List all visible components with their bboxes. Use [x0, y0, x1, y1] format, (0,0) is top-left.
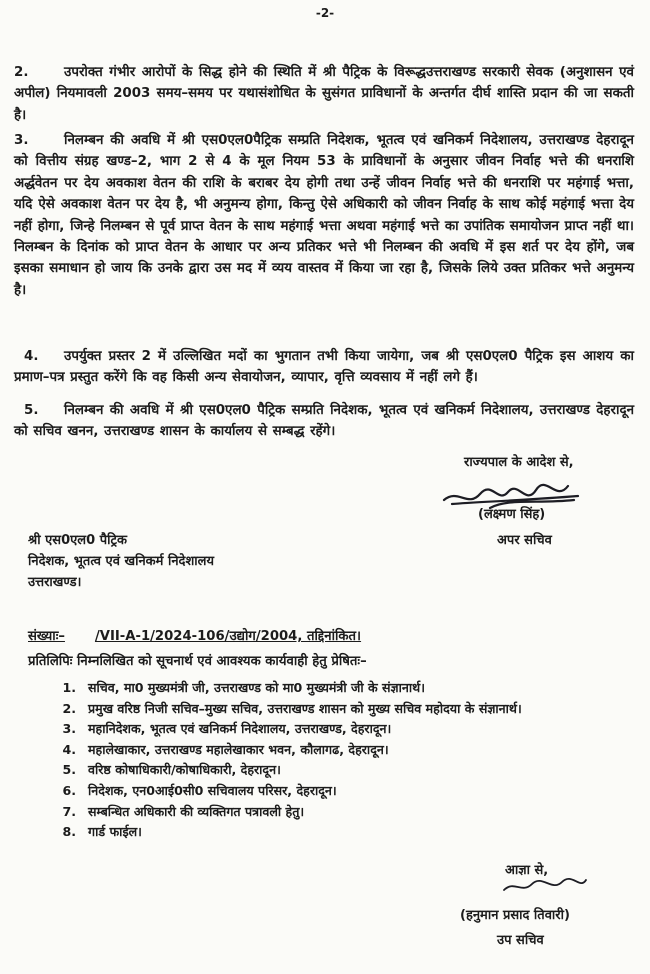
- reference-number: [28, 626, 361, 644]
- paragraph-number: 2.: [14, 65, 29, 80]
- paragraph-text: निलम्बन की अवधि में श्री एस0एल0 पैट्रिक सम्प्रति निदेशक, भूतत्व एवं खनिकर्म निदेशालय, उत्तराखण्ड देहरादून को सचिव खनन, उत्तराखण्ड शासन के कार्यालय से सम्बद्ध रहेंगे।: [14, 403, 634, 440]
- paragraph-number: 4.: [24, 349, 39, 364]
- addressee-line: निदेशक, भूतत्व एवं खनिकर्म निदेशालय: [28, 554, 215, 569]
- signatory-name: (लक्ष्मण सिंह): [478, 507, 546, 522]
- paragraph-text: उपर्युक्त प्रस्तर 2 में उल्लिखित मदों का भुगतान तभी किया जायेगा, जब श्री एस0एल0 पैट्रिक इस आशय का प्रमाण–पत्र प्रस्तुत करेंगे कि वह किसी अन्य सेवायोजन, व्यापार, वृत्ति व्यवसाय में नहीं लगे हैं।: [14, 349, 634, 386]
- copy-to-heading: प्रतिलिपिः निम्नलिखित को सूचनार्थ एवं आवश्यक कार्यवाही हेतु प्रेषितः–: [28, 654, 367, 669]
- signatory-designation: अपर सचिव: [497, 533, 552, 548]
- list-item: 6. निदेशक, एन0आई0सी0 सचिवालय परिसर, देहरादून।: [62, 782, 337, 798]
- paragraph-text: उपरोक्त गंभीर आरोपों के सिद्ध होने की स्थिति में श्री पैट्रिक के विरूद्धउत्तराखण्ड सरकारी सेवक (अनुशासन एवं अपील) नियमावली 2003 समय–समय पर यथासंशोधित के सुसंगत प्राविधानों के अन्तर्गत दीर्घ शास्ति प्रदान की जा सकती है।: [14, 65, 634, 123]
- list-item: 7. सम्बन्धित अधिकारी की व्यक्तिगत पत्रावली हेतु।: [62, 803, 305, 819]
- paragraph-2: [14, 62, 634, 126]
- page-number: -2-: [315, 6, 335, 20]
- handwritten-signature: [500, 876, 590, 896]
- list-item: 8. गार्ड फाईल।: [62, 824, 142, 840]
- copy-to-list: [28, 678, 522, 843]
- paragraph-text: निलम्बन की अवधि में श्री एस0एल0पैट्रिक सम्प्रति निदेशक, भूतत्व एवं खनिकर्म निदेशालय, उत्तराखण्ड देहरादून को वित्तीय संग्रह खण्ड–2, भाग 2 से 4 के मूल नियम 53 के प्राविधानों के अनुसार जीवन निर्वाह भत्ते की धनराशि अर्द्धवेतन पर देय अवकाश वेतन की राशि के बराबर देय होगी तथा उन्हें जीवन निर्वाह भत्ते की धनराशि पर महंगाई भत्ता, यदि ऐसे अवकाश वेतन पर देय है, भी अनुमन्य होगा, किन्तु ऐसे अधिकारी को जीवन निर्वाह के साथ कोई महंगाई भत्ता देय नहीं होगा, जिन्हे निलम्बन से पूर्व प्राप्त वेतन के साथ महंगाई भत्ता अथवा महंगाई भत्ते का उपांतिक समायोजन प्राप्त नहीं था। निलम्बन के दिनांक को प्राप्त वेतन के आधार पर अन्य प्रतिकर भत्ते भी निलम्बन की अवधि में इस शर्त पर देय होंगे, जब इसका समाधान हो जाय कि उनके द्वारा उस मद में व्यय वास्तव में किया जा रहा है, जिसके लिये उक्त प्रतिकर भत्ते अनुमन्य है।: [14, 133, 634, 298]
- paragraph-number: 5.: [24, 403, 39, 418]
- paragraph-4: [14, 346, 634, 389]
- paragraph-number: 3.: [14, 133, 29, 148]
- addressee-block: [28, 530, 214, 593]
- list-item: 2. प्रमुख वरिष्ठ निजी सचिव–मुख्य सचिव, उत्तराखण्ड शासन को मुख्य सचिव महोदया के संज्ञानार्थ।: [62, 700, 522, 716]
- list-item: 3. महानिदेशक, भूतत्व एवं खनिकर्म निदेशालय, उत्तराखण्ड, देहरादून।: [62, 721, 392, 737]
- paragraph-3: [14, 130, 634, 301]
- signatory-name: (हनुमान प्रसाद तिवारी): [460, 908, 570, 923]
- reference-value: /VII-A-1/2024-106/उद्योग/2004, तद्दिनांकित।: [94, 629, 362, 644]
- addressee-line: उत्तराखण्ड।: [28, 575, 82, 590]
- paragraph-5: [14, 400, 634, 443]
- list-item: 1. सचिव, मा0 मुख्यमंत्री जी, उत्तराखण्ड को मा0 मुख्यमंत्री जी के संज्ञानार्थ।: [62, 680, 425, 695]
- reference-label: संख्याः–: [28, 629, 65, 644]
- list-item: 5. वरिष्ठ कोषाधिकारी/कोषाधिकारी, देहरादून।: [62, 762, 281, 778]
- addressee-line: श्री एस0एल0 पैट्रिक: [28, 533, 127, 548]
- order-line: राज्यपाल के आदेश से,: [464, 455, 574, 470]
- list-item: 4. महालेखाकार, उत्तराखण्ड महालेखाकार भवन, कौलागढ, देहरादून।: [62, 741, 389, 757]
- signatory-designation: उप सचिव: [497, 933, 544, 948]
- order-line: आज्ञा से,: [505, 863, 549, 878]
